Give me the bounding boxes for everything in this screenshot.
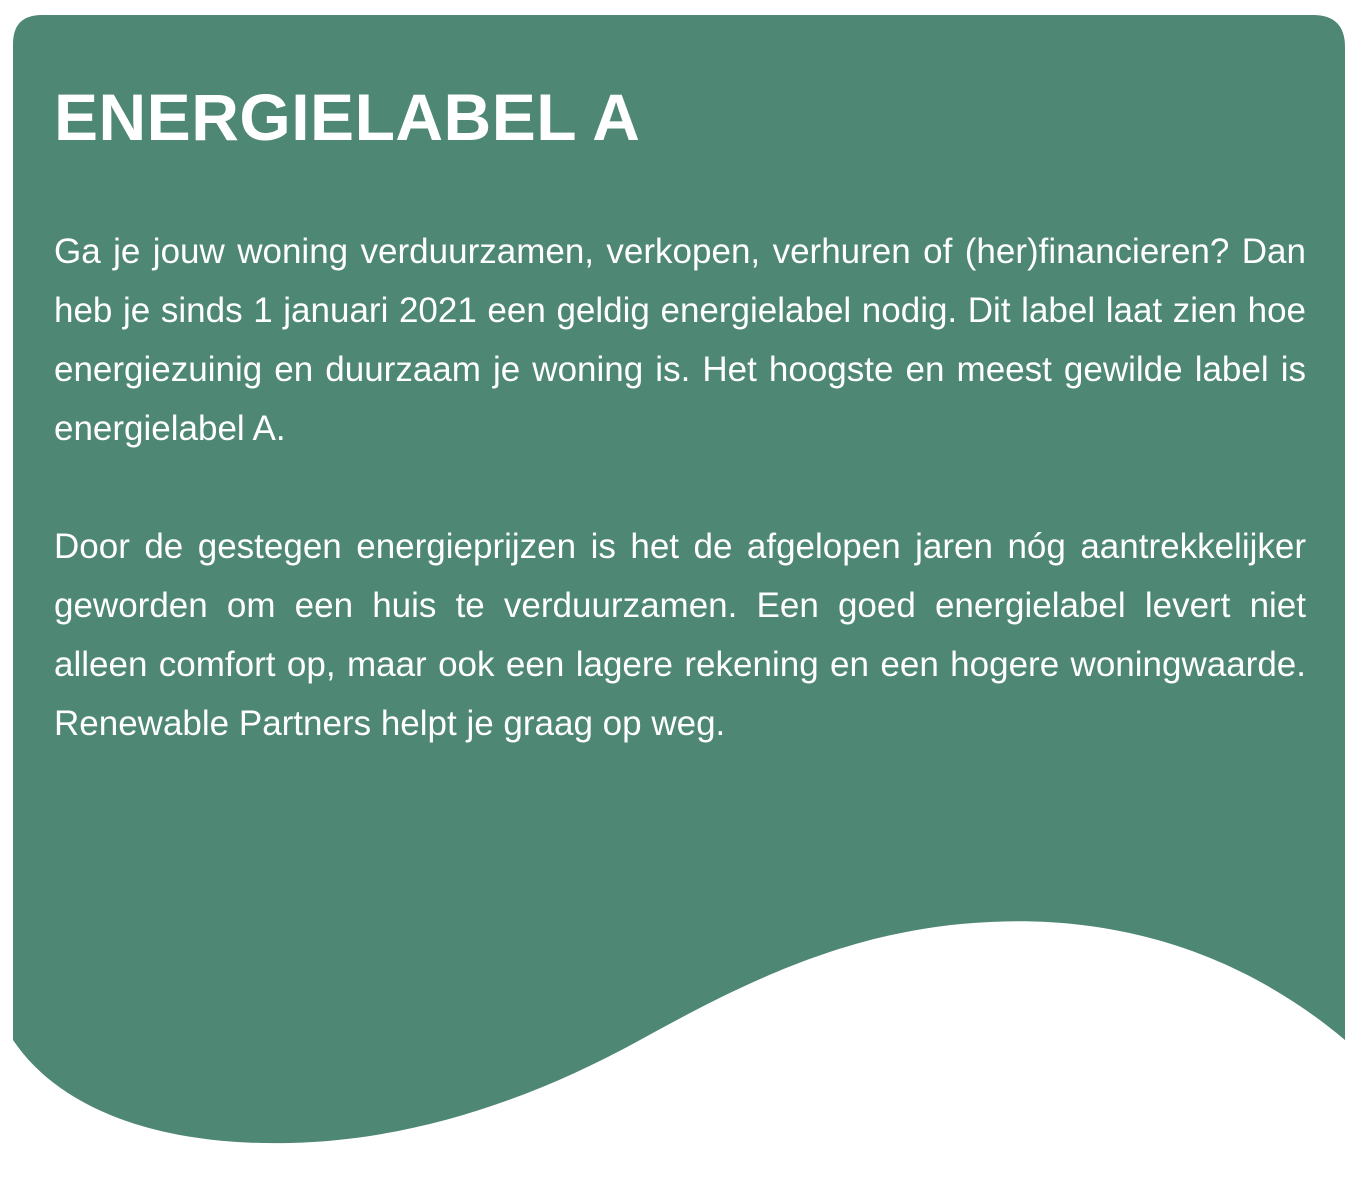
card-title: ENERGIELABEL A [54,80,641,154]
energy-prices-paragraph: Door de gestegen energieprijzen is het de afgelopen jaren nóg aantrekkelijker geworden om een huis te verduurzamen. Een goed energielabel levert niet alleen comfort op, maar ook een lagere rekening en een hogere woningwaarde. Renewable Partners helpt je graag op weg. [54,527,1306,743]
intro-paragraph: Ga je jouw woning verduurzamen, verkopen, verhuren of (her)financieren? Dan heb je sinds 1 januari 2021 een geldig energielabel nodig. Dit label laat zien hoe energiezuinig en duurzaam je woning is. Het hoogste en meest gewilde label is energielabel A. [54,232,1306,448]
card-content [54,78,1306,753]
